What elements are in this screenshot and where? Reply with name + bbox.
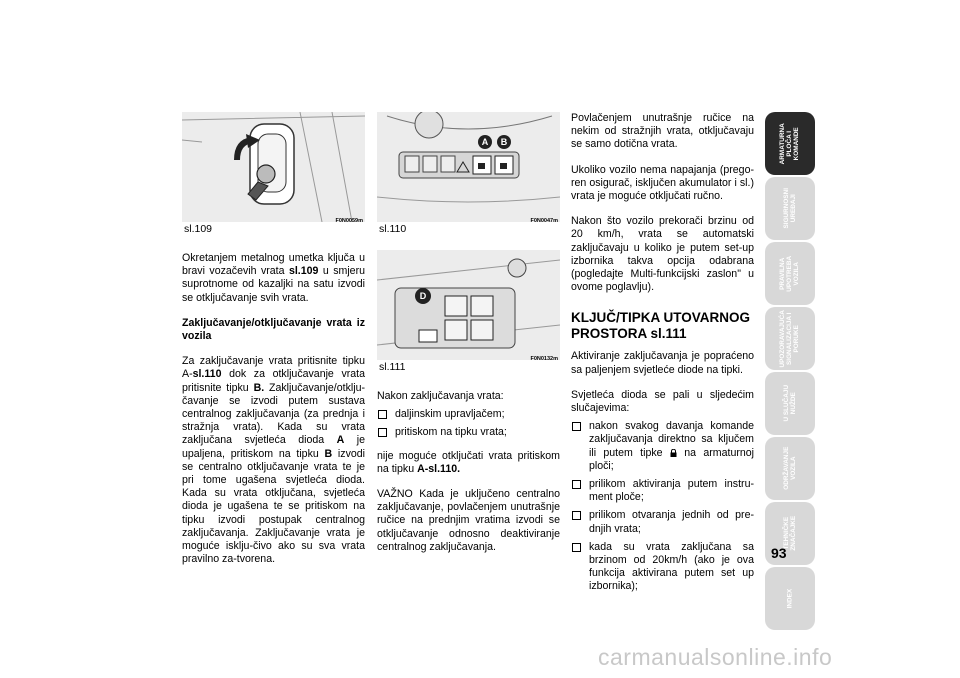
bullet-list: [571, 420, 754, 593]
figure-111: [377, 250, 560, 373]
figure-caption: sl.110: [379, 222, 407, 235]
figure-caption: sl.111: [379, 360, 406, 373]
paragraph: Nakon zaključavanja vrata:: [377, 390, 504, 402]
tab-odrzavanje-vozila[interactable]: ODRŽAVANJE VOZILA: [765, 437, 815, 500]
tab-tehnicke-znacajke[interactable]: TEHNIČKE ZNAČAJKE: [765, 502, 815, 565]
list-item: kada su vrata zaključana sa brzinom od 20km/h (ako je ova funkcija aktivirana putem set up izbornika);: [571, 541, 754, 594]
page-number: 93: [771, 545, 787, 561]
label-d: D: [419, 291, 427, 301]
lock-icon: [670, 449, 677, 457]
label-a: A: [481, 137, 489, 147]
watermark: carmanualsonline.info: [598, 644, 833, 670]
section-heading: Zaključavanje/otključavanje vrata iz vozila: [182, 316, 365, 343]
paragraph: Nakon što vozilo prekorači brzinu od 20 km/h, vrata se automatski zaključavaju u koliko je putem set-up izbornika takva opcija odabrana (pogledajte Multi-funkcijski zaslon" u ovome poglavlju).: [571, 215, 754, 294]
tab-u-slucaju-nuzde[interactable]: U SLUČAJU NUŽDE: [765, 372, 815, 435]
paragraph: VAŽNO Kada je uključeno centralno zaključavanje, povlačenjem unutrašnje ručice na prednjim vratima izvodi se otključavanje odnosno deaktiviranje centralnog zaključavanja.: [377, 488, 560, 553]
tab-pravilna-upotreba[interactable]: PRAVILNA UPOTREBA VOZILA: [765, 242, 815, 305]
section-heading: KLJUČ/TIPKA UTOVARNOG PROSTORA sl.111: [571, 310, 751, 342]
figure-109: [182, 112, 365, 235]
figure-code: F0N0059m: [335, 217, 363, 224]
key-lock-illustration: [182, 112, 365, 222]
figure-code: F0N0047m: [530, 217, 558, 224]
list-item: pritiskom na tipku vrata;: [377, 426, 560, 439]
tab-sigurnosni-uredaji[interactable]: SIGURNOSNI UREĐAJI: [765, 177, 815, 240]
list-item: prilikom aktiviranja putem instru-ment ploče;: [571, 478, 754, 504]
paragraph: Ukoliko vozilo nema napajanja (prego-ren osigurač, isključen akumulator i sl.) vrata je moguće otključati ručno.: [571, 163, 754, 203]
tab-index[interactable]: INDEX: [765, 567, 815, 630]
column-2: [377, 112, 560, 566]
paragraph: nije moguće otključati vrata pritiskom na tipku A-sl.110.: [377, 449, 560, 475]
column-1: [182, 112, 365, 578]
list-item: nakon svakog davanja komande zaključavanja direktno sa ključem ili putem tipke na armaturnoj ploči;: [571, 420, 754, 473]
cargo-area-key-illustration: [377, 250, 560, 360]
tab-upozoravajuca-signalizacija[interactable]: UPOZORAVAJUĆA SIGNALIZACIJA I PORUKE: [765, 307, 815, 370]
figure-110: [377, 112, 560, 235]
paragraph: Povlačenjem unutrašnje ručice na nekim od stražnjih vrata, otključavaju se samo dotična vrata.: [571, 112, 754, 151]
paragraph: Okretanjem metalnog umetka ključa u bravi vozačevih vrata sl.109 u smjeru suprotnome od kazaljki na satu izvodi se otključavanje svih vrata.: [182, 252, 365, 304]
list-item: prilikom otvaranja jednih od pre-dnjih vrata;: [571, 509, 754, 535]
column-3: [571, 112, 754, 604]
figure-caption: sl.109: [184, 222, 213, 235]
bullet-list: [377, 408, 560, 439]
paragraph: Aktiviranje zaključavanja je popraćeno sa paljenjem svjetleće diode na tipki.: [571, 350, 754, 376]
figure-code: F0N0132m: [530, 355, 558, 362]
label-b: B: [500, 137, 508, 147]
tab-armaturna-ploca[interactable]: ARMATURNA PLOČA I KOMANDE: [765, 112, 815, 175]
paragraph: Za zaključavanje vrata pritisnite tipku A-sl.110 dok za otključavanje vrata pritisnite tipku B. Zaključavanje/otklju-čavanje se izvodi putem sustava centralnog zaključavanja (za prednja i stražnja vrata). Kada su vrata zaključana svjetleća dioda A je upaljena, pritiskom na tipku B izvodi se centralno otključavanje vrata te je pri tome ugašena svjetleća dioda. Kada su vrata otključana, svjetleća dioda je ugašena te se pritiskom na tipku izvodi postupak centralnog zaključavanja. Zaključavanje vrata je moguće isklju-čivo ako su sva vrata pravilno za-tvorena.: [182, 355, 365, 566]
paragraph: Svjetleća dioda se pali u sljedećim slučajevima:: [571, 388, 754, 415]
list-item: daljinskim upravljačem;: [377, 408, 560, 421]
dashboard-lock-buttons-illustration: [377, 112, 560, 222]
